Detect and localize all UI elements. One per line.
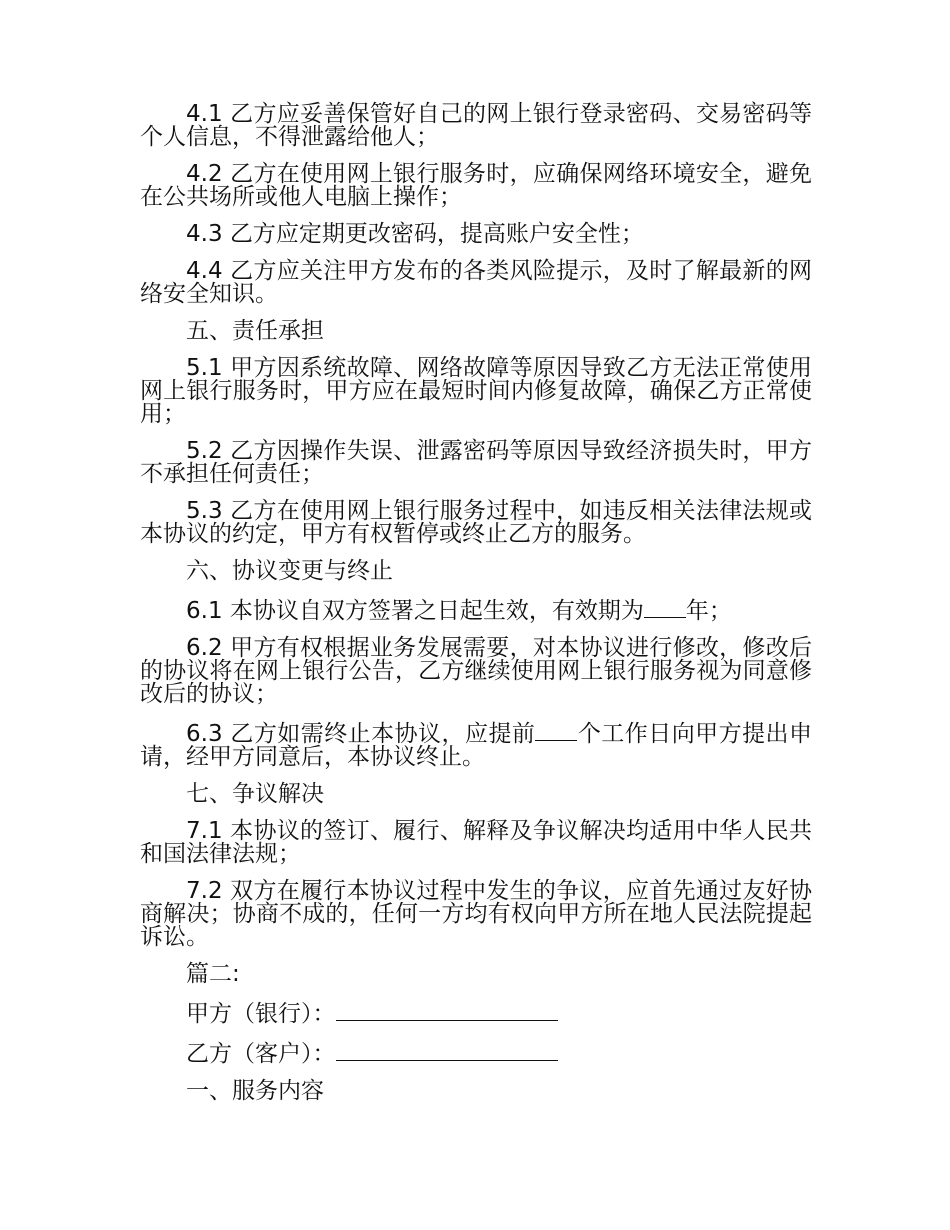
party-b-label: 乙方（客户）： <box>186 1041 336 1067</box>
party-a-line <box>140 1000 812 1026</box>
party-b-blank <box>336 1040 558 1061</box>
clause-4-3: 4.3 乙方应定期更改密码，提高账户安全性； <box>186 221 644 247</box>
clause-5-1: 5.1 甲方因系统故障、网络故障等原因导致乙方无法正常使用网上银行服务时，甲方应在最短时间内修复故障，确保乙方正常使用； <box>140 355 812 427</box>
section-heading-1: 一、服务内容 <box>186 1078 324 1104</box>
clause-6-1 <box>140 597 812 623</box>
notice-days-blank <box>535 720 577 741</box>
document-page <box>140 103 812 1117</box>
clause-5-3: 5.3 乙方在使用网上银行服务过程中，如违反相关法律法规或本协议的约定，甲方有权暂停或终止乙方的服务。 <box>140 498 812 547</box>
party-a-label: 甲方（银行）： <box>186 1001 336 1027</box>
clause-6-1-text-after: 年； <box>685 598 732 624</box>
clause-4-1: 4.1 乙方应妥善保管好自己的网上银行登录密码、交易密码等个人信息，不得泄露给他人； <box>140 101 812 150</box>
clause-6-3 <box>140 720 812 769</box>
party-a-blank <box>336 1000 558 1021</box>
clause-6-3-text-before: 6.3 乙方如需终止本协议，应提前 <box>186 721 536 747</box>
section-heading-5: 五、责任承担 <box>186 318 324 344</box>
clause-6-1-text-before: 6.1 本协议自双方签署之日起生效，有效期为 <box>186 598 644 624</box>
clause-7-2: 7.2 双方在履行本协议过程中发生的争议，应首先通过友好协商解决；协商不成的，任何一方均有权向甲方所在地人民法院提起诉讼。 <box>140 878 812 950</box>
section-heading-6: 六、协议变更与终止 <box>186 558 393 584</box>
section-heading-7: 七、争议解决 <box>186 781 324 807</box>
clause-7-1: 7.1 本协议的签订、履行、解释及争议解决均适用中华人民共和国法律法规； <box>140 818 812 867</box>
clause-5-2: 5.2 乙方因操作失误、泄露密码等原因导致经济损失时，甲方不承担任何责任； <box>140 438 812 487</box>
party-b-line <box>140 1040 812 1066</box>
clause-6-2: 6.2 甲方有权根据业务发展需要，对本协议进行修改，修改后的协议将在网上银行公告，乙方继续使用网上银行服务视为同意修改后的协议； <box>140 635 812 707</box>
clause-4-4: 4.4 乙方应关注甲方发布的各类风险提示，及时了解最新的网络安全知识。 <box>140 258 812 307</box>
clause-6-3-text-after: 个工作日向甲方提出申请，经甲方同意后，本协议终止。 <box>140 721 813 770</box>
validity-years-blank <box>644 597 686 618</box>
part-two-label: 篇二: <box>186 961 240 987</box>
clause-4-2: 4.2 乙方在使用网上银行服务时，应确保网络环境安全，避免在公共场所或他人电脑上操作； <box>140 161 812 210</box>
